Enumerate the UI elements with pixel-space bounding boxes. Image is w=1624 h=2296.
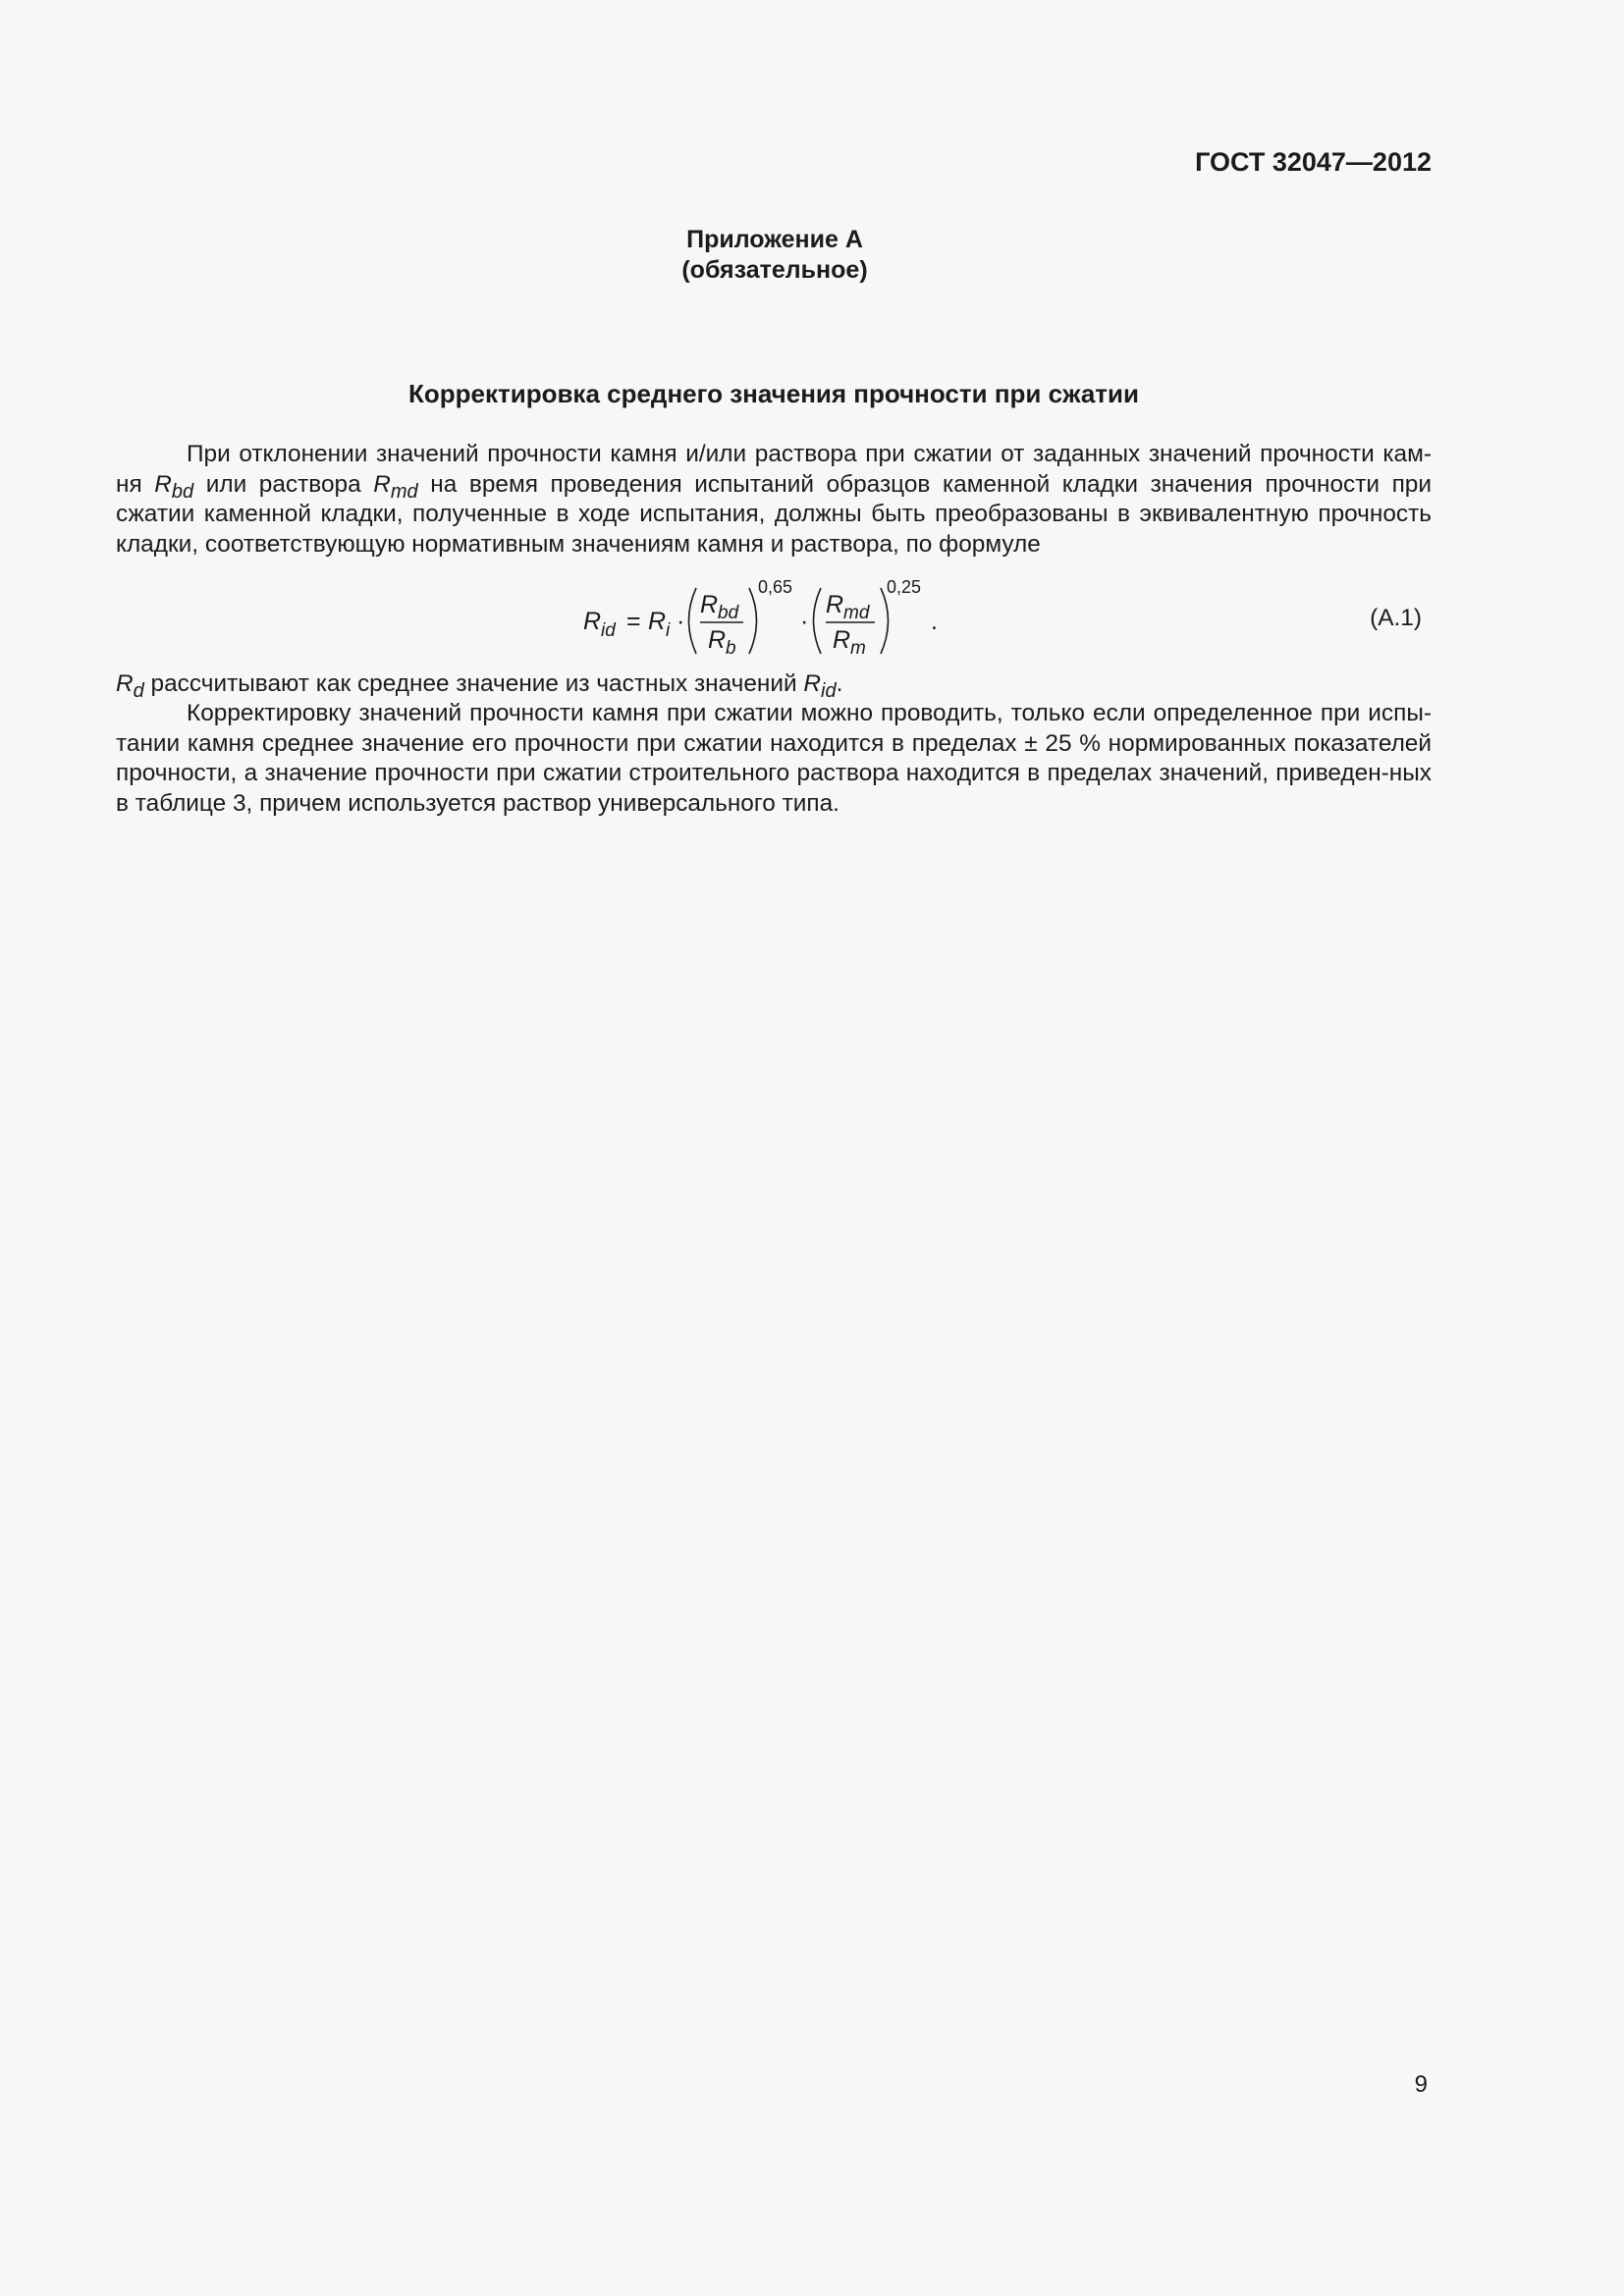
paragraph-intro	[116, 440, 1432, 560]
formula-end-period: .	[931, 608, 938, 635]
paragraph-text: рассчитывают как среднее значение из частных значений	[143, 670, 804, 697]
paragraph-correction: Корректировку значений прочности камня при сжатии можно проводить, только если определенное при испы-тании камня среднее значение его прочности при сжатии находится в пределах ± 25 % нормированных показателей прочности, а значение прочности при сжатии строительного раствора находится в пределах значений, приведен-ных в таблице 3, причем используется раствор универсального типа.	[116, 700, 1432, 817]
page-number: 9	[1414, 2071, 1428, 2098]
paragraph-rd	[116, 669, 1432, 700]
variable-rbd: $R_{bd}$	[154, 470, 194, 503]
paragraph-text: При отклонении значений прочности камня и/или раствора при сжатии от заданных значений прочности кам-ня	[116, 441, 1432, 498]
formula-r: R	[648, 608, 667, 635]
appendix-heading	[0, 225, 1549, 286]
formula-exponent-2: 0,25	[887, 577, 922, 597]
paragraph-text: или раствора	[193, 470, 374, 498]
paren-open-1	[689, 588, 697, 654]
paragraph-text: на время проведения испытаний образцов каменной кладки значения прочности при сжатии каменной кладки, полученные в ходе испытания, должны быть преобразованы в эквивалентную прочность кладки, соответствующую нормативным значениям камня и раствора, по формуле	[116, 470, 1432, 558]
paren-close-1	[749, 588, 757, 654]
formula-dot-2: ·	[800, 608, 809, 635]
section-title: Корректировка среднего значения прочности при сжатии	[407, 379, 1139, 408]
paren-close-2	[881, 588, 889, 654]
formula-exponent-1: 0,65	[758, 577, 793, 597]
frac2-denominator: R	[833, 626, 851, 654]
frac1-denominator: R	[708, 626, 727, 654]
variable-rmd: $R_{md}$	[373, 470, 418, 503]
frac2-denominator-sub: m	[850, 638, 866, 659]
formula-equals: =	[626, 608, 641, 635]
variable-rid: $R_{id}$	[803, 670, 837, 702]
document-code: ГОСТ 32047—2012	[1195, 147, 1432, 177]
variable-rd: $R_d$	[116, 670, 144, 702]
paren-open-2	[814, 588, 822, 654]
frac1-denominator-sub: b	[726, 638, 736, 659]
appendix-title: Приложение А	[686, 226, 863, 253]
frac2-numerator-sub: md	[843, 603, 870, 623]
frac1-numerator-sub: bd	[718, 603, 739, 623]
equation-number: (А.1)	[1370, 605, 1422, 631]
formula-r-sub: i	[666, 620, 671, 641]
frac1-numerator: R	[700, 591, 719, 618]
formula-lhs-sub: id	[601, 620, 616, 641]
paragraph-text: .	[836, 670, 843, 697]
appendix-status: (обязательное)	[681, 256, 868, 284]
formula-dot-1: ·	[677, 608, 685, 635]
formula-lhs: R	[583, 608, 602, 635]
frac2-numerator: R	[826, 591, 844, 618]
